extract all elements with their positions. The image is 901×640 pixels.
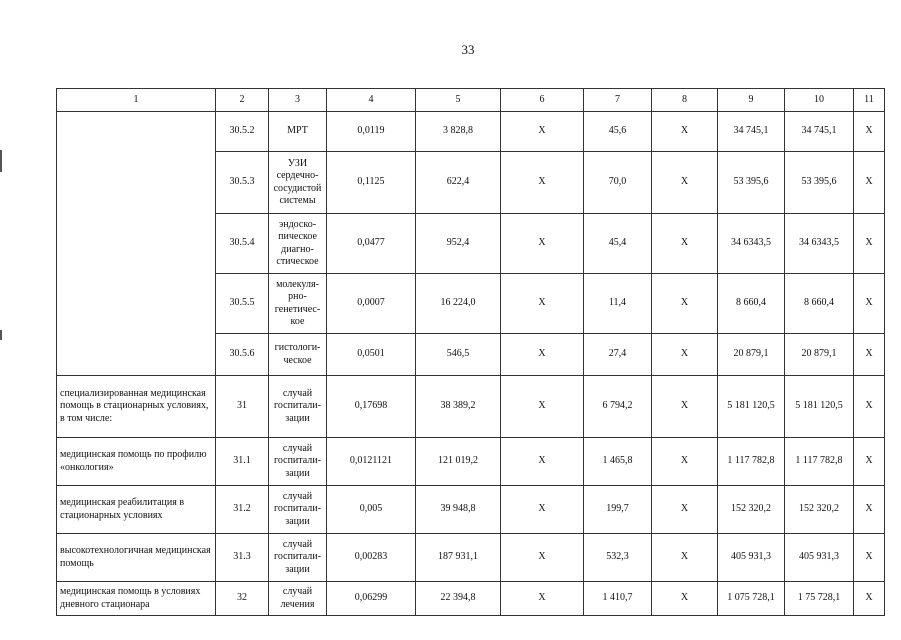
header-cell: 10 xyxy=(785,89,854,112)
row-value-11: Х xyxy=(854,152,885,214)
row-value-4: 0,0501 xyxy=(327,334,416,376)
row-value-5: 546,5 xyxy=(416,334,501,376)
row-value-10: 1 117 782,8 xyxy=(785,438,854,486)
table-row xyxy=(57,534,885,582)
row-unit: случай госпитали-зации xyxy=(269,376,327,438)
data-table xyxy=(56,88,885,616)
header-cell: 2 xyxy=(216,89,269,112)
row-value-5: 952,4 xyxy=(416,214,501,274)
row-description: специализированная медицинская помощь в стационарных условиях, в том числе: xyxy=(57,376,216,438)
row-value-7: 6 794,2 xyxy=(584,376,652,438)
row-value-8: Х xyxy=(652,152,718,214)
row-code: 30.5.2 xyxy=(216,112,269,152)
row-unit: случай госпитали-зации xyxy=(269,534,327,582)
row-code: 31 xyxy=(216,376,269,438)
row-value-6: Х xyxy=(501,534,584,582)
row-code: 31.2 xyxy=(216,486,269,534)
row-value-10: 53 395,6 xyxy=(785,152,854,214)
header-cell: 3 xyxy=(269,89,327,112)
row-code: 30.5.5 xyxy=(216,274,269,334)
row-value-6: Х xyxy=(501,152,584,214)
row-value-6: Х xyxy=(501,582,584,616)
row-value-4: 0,17698 xyxy=(327,376,416,438)
row-unit: случай лечения xyxy=(269,582,327,616)
row-value-8: Х xyxy=(652,334,718,376)
header-cell: 1 xyxy=(57,89,216,112)
row-value-9: 1 117 782,8 xyxy=(718,438,785,486)
row-value-10: 34 6343,5 xyxy=(785,214,854,274)
row-value-4: 0,0477 xyxy=(327,214,416,274)
row-value-11: Х xyxy=(854,112,885,152)
table-row xyxy=(57,438,885,486)
header-cell: 5 xyxy=(416,89,501,112)
row-value-9: 1 075 728,1 xyxy=(718,582,785,616)
row-value-11: Х xyxy=(854,376,885,438)
row-value-7: 45,4 xyxy=(584,214,652,274)
scan-edge-mark xyxy=(0,330,2,340)
row-code: 30.5.6 xyxy=(216,334,269,376)
row-value-9: 405 931,3 xyxy=(718,534,785,582)
row-value-9: 34 6343,5 xyxy=(718,214,785,274)
table-row xyxy=(57,486,885,534)
row-value-8: Х xyxy=(652,376,718,438)
header-cell: 8 xyxy=(652,89,718,112)
row-value-11: Х xyxy=(854,582,885,616)
row-description: медицинская помощь в условиях дневного стационара xyxy=(57,582,216,616)
row-value-9: 53 395,6 xyxy=(718,152,785,214)
row-unit: МРТ xyxy=(269,112,327,152)
row-value-7: 70,0 xyxy=(584,152,652,214)
row-value-7: 11,4 xyxy=(584,274,652,334)
header-cell: 4 xyxy=(327,89,416,112)
row-value-6: Х xyxy=(501,214,584,274)
row-value-9: 8 660,4 xyxy=(718,274,785,334)
row-value-8: Х xyxy=(652,486,718,534)
row-code: 32 xyxy=(216,582,269,616)
table-row xyxy=(57,376,885,438)
row-value-6: Х xyxy=(501,112,584,152)
row-value-4: 0,00283 xyxy=(327,534,416,582)
row-value-10: 405 931,3 xyxy=(785,534,854,582)
row-value-10: 152 320,2 xyxy=(785,486,854,534)
header-cell: 6 xyxy=(501,89,584,112)
row-value-4: 0,005 xyxy=(327,486,416,534)
header-cell: 7 xyxy=(584,89,652,112)
row-value-5: 38 389,2 xyxy=(416,376,501,438)
row-value-7: 199,7 xyxy=(584,486,652,534)
row-unit: случай госпитали-зации xyxy=(269,438,327,486)
row-value-8: Х xyxy=(652,112,718,152)
page-number: 33 xyxy=(461,42,475,57)
header-cell: 9 xyxy=(718,89,785,112)
row-value-10: 34 745,1 xyxy=(785,112,854,152)
row-value-7: 1 465,8 xyxy=(584,438,652,486)
row-value-11: Х xyxy=(854,486,885,534)
row-value-7: 27,4 xyxy=(584,334,652,376)
row-value-5: 121 019,2 xyxy=(416,438,501,486)
row-value-8: Х xyxy=(652,438,718,486)
row-value-5: 22 394,8 xyxy=(416,582,501,616)
row-value-9: 20 879,1 xyxy=(718,334,785,376)
row-value-6: Х xyxy=(501,486,584,534)
header-row xyxy=(57,89,885,112)
row-value-5: 39 948,8 xyxy=(416,486,501,534)
row-value-5: 16 224,0 xyxy=(416,274,501,334)
row-code: 31.1 xyxy=(216,438,269,486)
empty-merged-cell xyxy=(57,112,216,376)
row-value-10: 20 879,1 xyxy=(785,334,854,376)
row-unit: эндоско-пическое диагно-стическое xyxy=(269,214,327,274)
row-value-11: Х xyxy=(854,334,885,376)
row-value-10: 1 75 728,1 xyxy=(785,582,854,616)
row-value-6: Х xyxy=(501,274,584,334)
row-unit: гистологи-ческое xyxy=(269,334,327,376)
row-value-8: Х xyxy=(652,274,718,334)
row-value-11: Х xyxy=(854,274,885,334)
row-description: медицинская помощь по профилю «онкология» xyxy=(57,438,216,486)
row-value-11: Х xyxy=(854,534,885,582)
row-value-4: 0,06299 xyxy=(327,582,416,616)
row-value-4: 0,0007 xyxy=(327,274,416,334)
row-value-4: 0,0119 xyxy=(327,112,416,152)
header-cell: 11 xyxy=(854,89,885,112)
row-value-7: 1 410,7 xyxy=(584,582,652,616)
row-value-6: Х xyxy=(501,376,584,438)
row-value-9: 152 320,2 xyxy=(718,486,785,534)
table-row xyxy=(57,112,885,152)
row-value-10: 5 181 120,5 xyxy=(785,376,854,438)
row-value-9: 34 745,1 xyxy=(718,112,785,152)
row-value-7: 532,3 xyxy=(584,534,652,582)
row-value-8: Х xyxy=(652,534,718,582)
row-value-5: 187 931,1 xyxy=(416,534,501,582)
row-value-5: 3 828,8 xyxy=(416,112,501,152)
row-value-11: Х xyxy=(854,438,885,486)
row-value-8: Х xyxy=(652,582,718,616)
row-value-6: Х xyxy=(501,334,584,376)
row-value-8: Х xyxy=(652,214,718,274)
row-code: 31.3 xyxy=(216,534,269,582)
row-value-10: 8 660,4 xyxy=(785,274,854,334)
row-value-9: 5 181 120,5 xyxy=(718,376,785,438)
scan-edge-mark xyxy=(0,150,2,172)
row-value-4: 0,0121121 xyxy=(327,438,416,486)
row-value-5: 622,4 xyxy=(416,152,501,214)
row-description: высокотехнологичная медицинская помощь xyxy=(57,534,216,582)
row-description: медицинская реабилитация в стационарных условиях xyxy=(57,486,216,534)
row-unit: случай госпитали-зации xyxy=(269,486,327,534)
table-row xyxy=(57,582,885,616)
row-value-11: Х xyxy=(854,214,885,274)
row-unit: молекуля-рно-генетичес-кое xyxy=(269,274,327,334)
row-value-7: 45,6 xyxy=(584,112,652,152)
row-unit: УЗИ сердечно-сосудистой системы xyxy=(269,152,327,214)
row-value-6: Х xyxy=(501,438,584,486)
row-code: 30.5.4 xyxy=(216,214,269,274)
row-code: 30.5.3 xyxy=(216,152,269,214)
row-value-4: 0,1125 xyxy=(327,152,416,214)
